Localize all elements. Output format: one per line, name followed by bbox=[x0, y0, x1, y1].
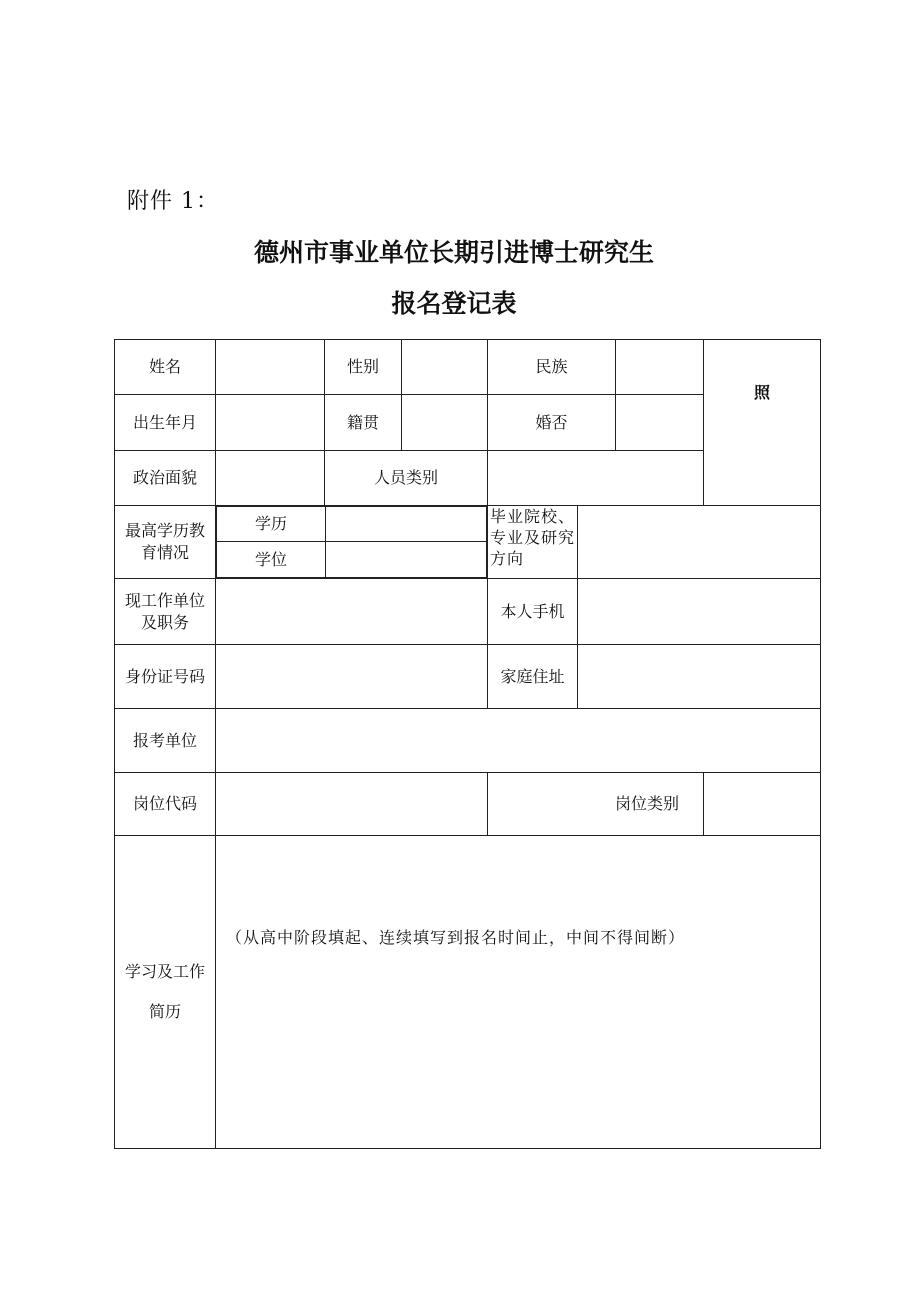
id-label: 身份证号码 bbox=[115, 645, 216, 709]
address-label: 家庭住址 bbox=[488, 645, 578, 709]
school-label-cell bbox=[488, 506, 578, 579]
registration-form-table bbox=[114, 339, 821, 1149]
degree-field[interactable] bbox=[326, 542, 487, 578]
resume-label-cell bbox=[115, 836, 216, 1149]
birth-label: 出生年月 bbox=[115, 395, 216, 451]
post-code-field[interactable] bbox=[216, 773, 488, 836]
native-place-label: 籍贯 bbox=[325, 395, 402, 451]
political-label: 政治面貌 bbox=[115, 451, 216, 506]
education-subtable bbox=[216, 506, 488, 579]
marital-label: 婚否 bbox=[488, 395, 616, 451]
education-label: 最高学历教育情况 bbox=[115, 506, 216, 579]
name-label: 姓名 bbox=[115, 340, 216, 395]
form-title-line2: 报名登记表 bbox=[391, 289, 517, 318]
marital-field[interactable] bbox=[616, 395, 704, 451]
personnel-type-label: 人员类别 bbox=[325, 451, 488, 506]
personnel-type-field[interactable] bbox=[488, 451, 704, 506]
gender-label: 性别 bbox=[325, 340, 402, 395]
id-field[interactable] bbox=[216, 645, 488, 709]
resume-label-line1: 学习及工作 bbox=[124, 962, 205, 982]
post-code-label: 岗位代码 bbox=[115, 773, 216, 836]
native-place-field[interactable] bbox=[402, 395, 488, 451]
birth-field[interactable] bbox=[216, 395, 325, 451]
mobile-field[interactable] bbox=[578, 579, 821, 645]
resume-label-line2: 简历 bbox=[148, 1002, 181, 1021]
address-field[interactable] bbox=[578, 645, 821, 709]
resume-field[interactable] bbox=[216, 836, 821, 1149]
ethnicity-label: 民族 bbox=[488, 340, 616, 395]
political-field[interactable] bbox=[216, 451, 325, 506]
work-unit-label: 现工作单位及职务 bbox=[115, 579, 216, 645]
apply-unit-field[interactable] bbox=[216, 709, 821, 773]
school-field[interactable] bbox=[578, 506, 821, 579]
post-type-label: 岗位类别 bbox=[488, 773, 704, 836]
photo-box[interactable]: 照 bbox=[704, 340, 821, 506]
apply-unit-label: 报考单位 bbox=[115, 709, 216, 773]
form-title-line1: 德州市事业单位长期引进博士研究生 bbox=[253, 238, 654, 267]
degree-label: 学位 bbox=[217, 542, 326, 578]
school-label: 毕业院校、专业及研究方向 bbox=[490, 507, 576, 568]
name-field[interactable] bbox=[216, 340, 325, 395]
degree-record-label: 学历 bbox=[217, 507, 326, 542]
gender-field[interactable] bbox=[402, 340, 488, 395]
attachment-label: 附件 1： bbox=[127, 189, 219, 214]
work-unit-field[interactable] bbox=[216, 579, 488, 645]
resume-note: （从高中阶段填起、连续填写到报名时间止，中间不得间断） bbox=[226, 928, 686, 948]
mobile-label: 本人手机 bbox=[488, 579, 578, 645]
degree-record-field[interactable] bbox=[326, 507, 487, 542]
ethnicity-field[interactable] bbox=[616, 340, 704, 395]
post-type-field[interactable] bbox=[704, 773, 821, 836]
